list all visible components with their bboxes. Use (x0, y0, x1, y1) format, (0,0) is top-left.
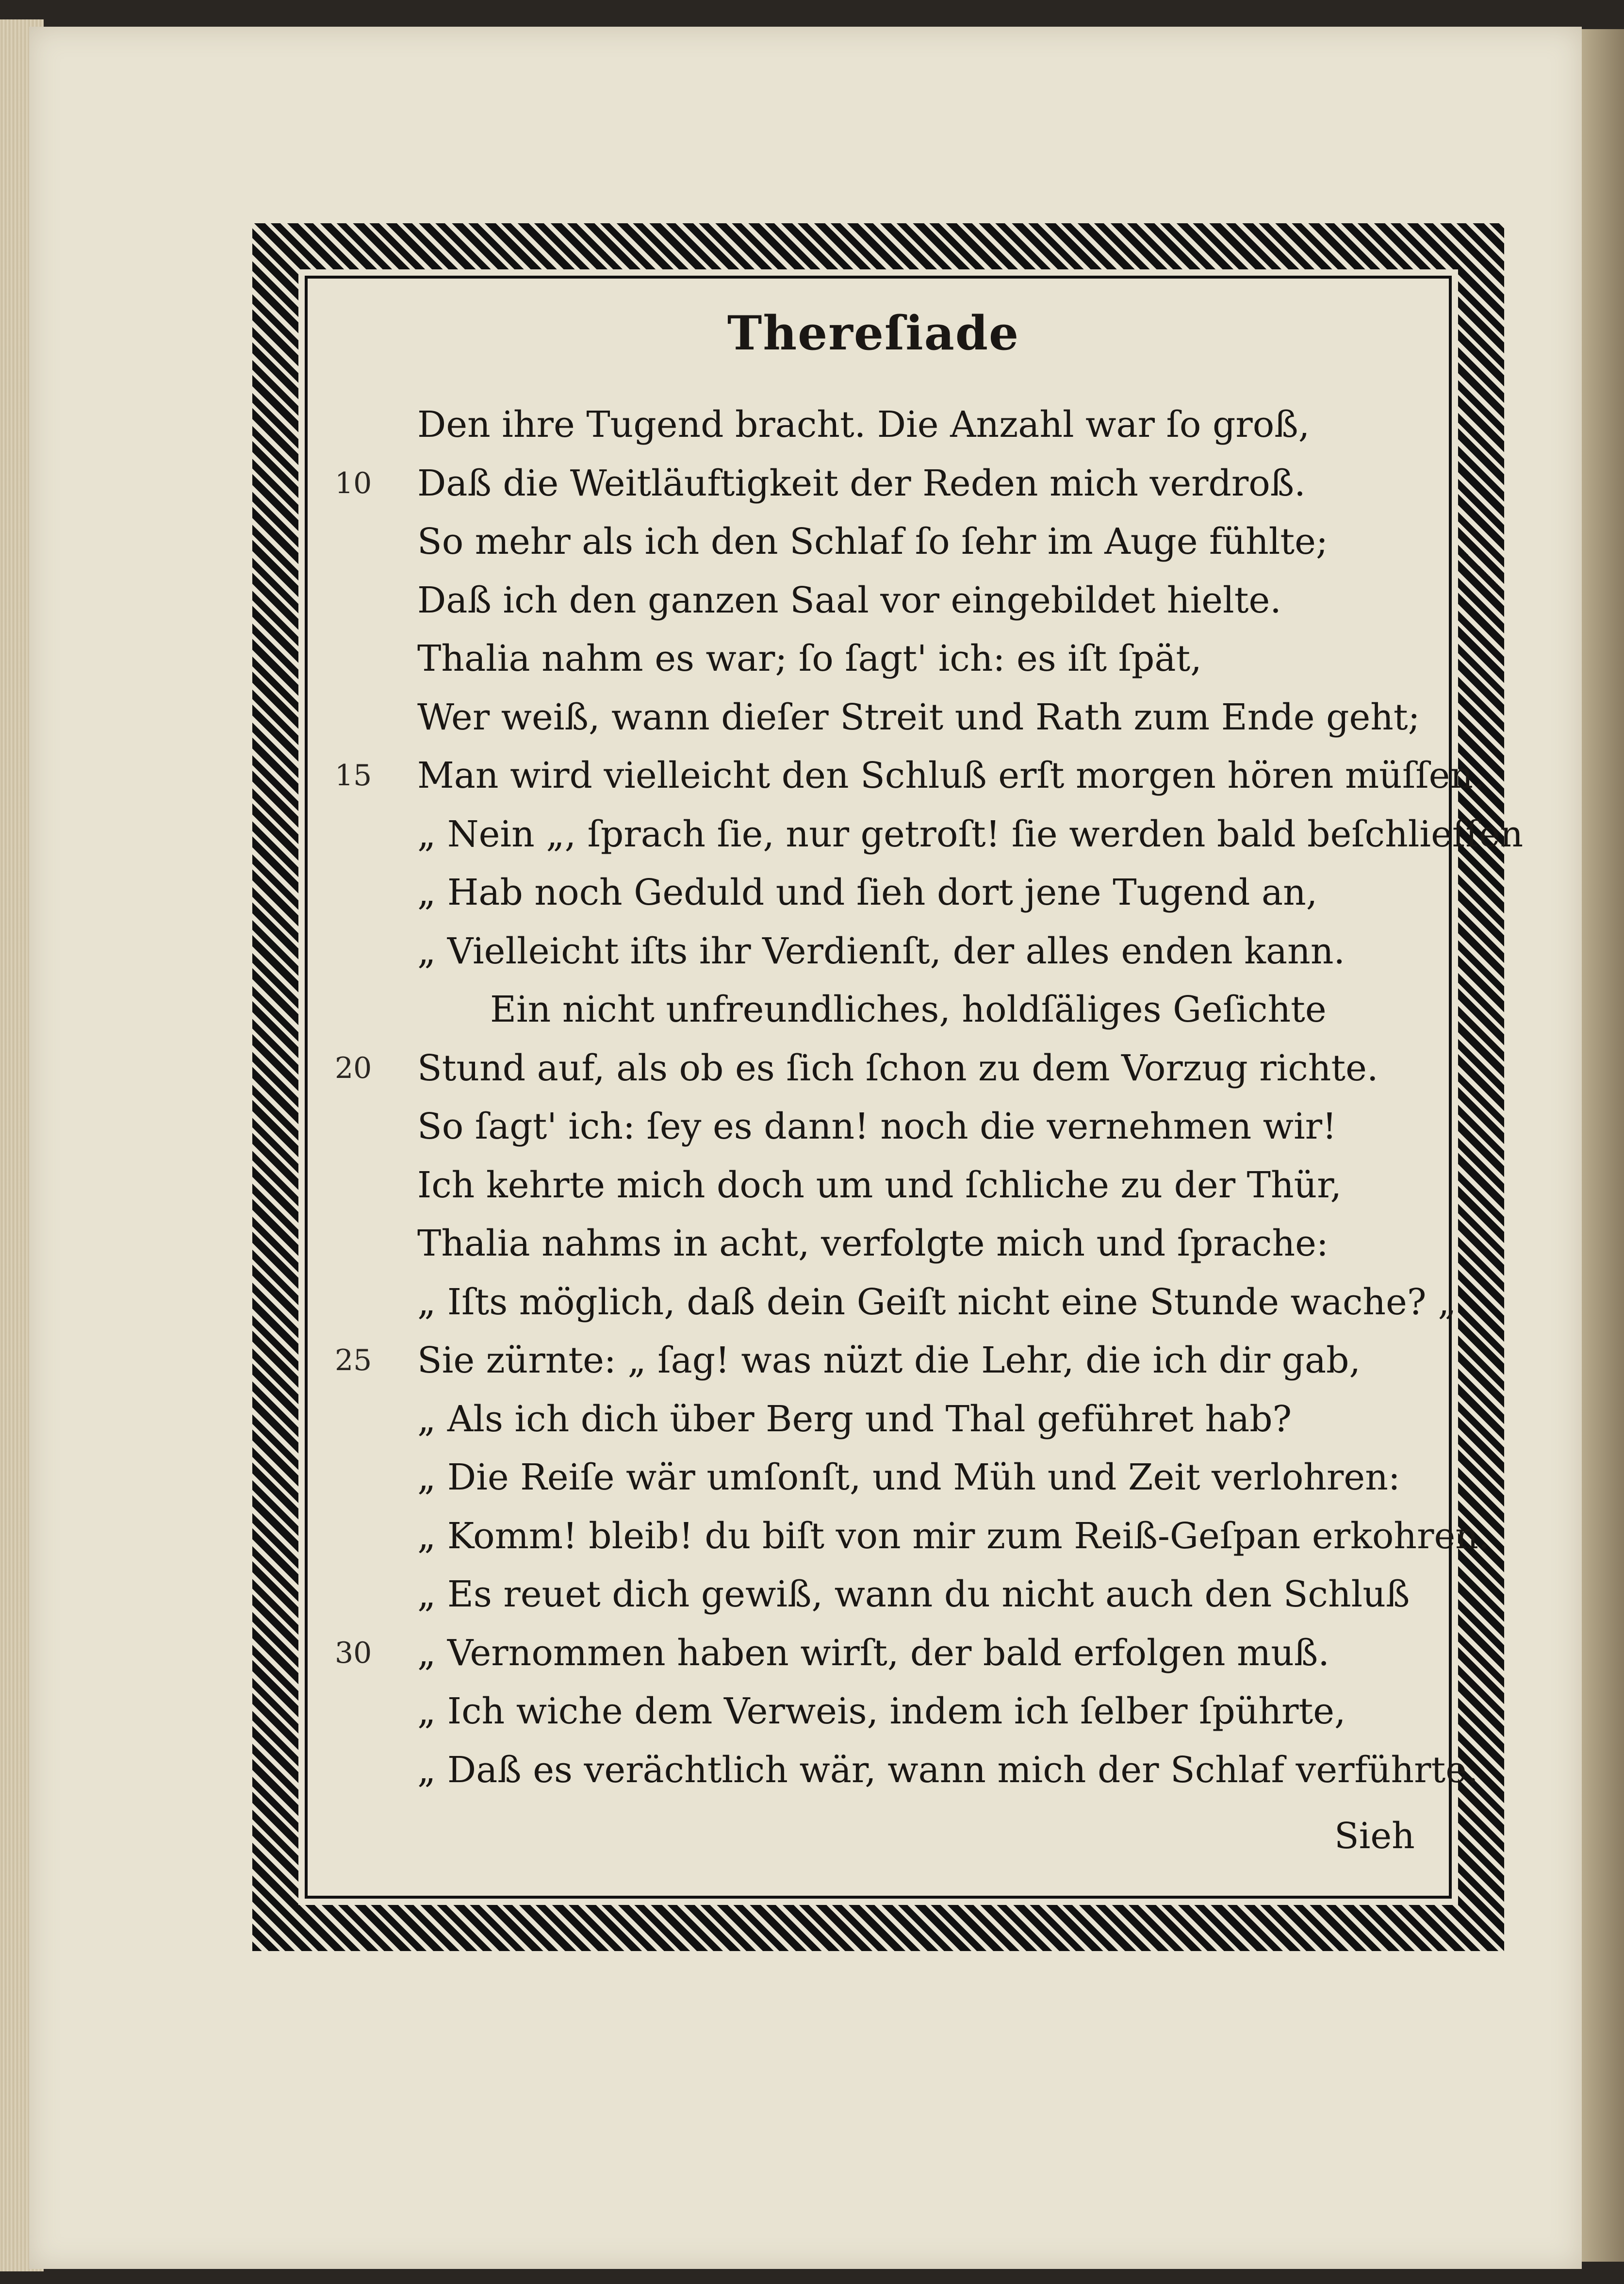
verse-text: Sie zürnte: „ ſag! was nüzt die Lehr, die ich dir gab, (417, 1340, 1361, 1381)
verse-line (335, 922, 1431, 981)
verse-text: „ Es reuet dich gewiß, wann du nicht auch den Schluß (417, 1573, 1410, 1615)
line-number: 20 (335, 1051, 372, 1085)
verse-text: „ Ich wiche dem Verweis, indem ich ſelber ſpührte, (417, 1690, 1346, 1732)
poem-text (335, 396, 1524, 1799)
verse-text: „ Iſts möglich, daß dein Geiſt nicht eine Stunde wache? „ (417, 1281, 1457, 1323)
verse-line (335, 805, 1524, 864)
verse-line (335, 1390, 1431, 1449)
verse-line (335, 396, 1431, 454)
verse-line (335, 1097, 1431, 1156)
verse-line (335, 1039, 1431, 1098)
verse-text: „ Nein „, ſprach ſie, nur getroſt! ſie werden bald beſchlieſſen (417, 813, 1524, 855)
verse-text: So ſagt' ich: ſey es dann! noch die vernehmen wir! (417, 1106, 1337, 1147)
verse-text: „ Die Reiſe wär umſonſt, und Müh und Zeit verlohren: (417, 1456, 1400, 1498)
verse-line (335, 629, 1431, 688)
verse-line (335, 513, 1431, 571)
verse-text: Thalia nahms in acht, verfolgte mich und ſprache: (417, 1223, 1329, 1264)
verse-line (335, 863, 1431, 922)
verse-line (335, 571, 1431, 630)
catchword: Sieh (1334, 1815, 1415, 1857)
verse-line (335, 454, 1431, 513)
verse-text: „ Vernommen haben wirſt, der bald erfolgen muß. (417, 1632, 1329, 1674)
verse-line (335, 1507, 1490, 1566)
verse-text: Ich kehrte mich doch um und ſchliche zu der Thür, (417, 1164, 1342, 1206)
verse-line (335, 746, 1485, 805)
verse-text: „ Vielleicht iſts ihr Verdienſt, der alles enden kann. (417, 930, 1345, 972)
verse-line (335, 1331, 1431, 1390)
verse-line (335, 1273, 1457, 1332)
verse-text: So mehr als ich den Schlaf ſo ſehr im Auge fühlte; (417, 521, 1328, 563)
facing-page-edge (1582, 29, 1624, 2262)
verse-text: Man wird vielleicht den Schluß erſt morgen hören müſſen. (417, 755, 1485, 796)
verse-text: „ Hab noch Geduld und ſieh dort jene Tugend an, (417, 872, 1318, 913)
verse-text: „ Komm! bleib! du biſt von mir zum Reiß-Geſpan erkohren. (417, 1515, 1490, 1557)
verse-text: Wer weiß, wann dieſer Streit und Rath zum Ende geht; (417, 696, 1420, 738)
verse-text: Daß die Weitläuftigkeit der Reden mich verdroß. (417, 462, 1306, 504)
line-number: 15 (335, 759, 372, 793)
verse-text: Stund auf, als ob es ſich ſchon zu dem Vorzug richte. (417, 1047, 1378, 1089)
running-title: Thereſiade (727, 306, 1020, 361)
verse-line (335, 1624, 1431, 1683)
verse-line (335, 980, 1431, 1039)
verse-text: „ Als ich dich über Berg und Thal geführet hab? (417, 1398, 1292, 1440)
verse-text: „ Daß es verächtlich wär, wann mich der Schlaf verführte. (417, 1749, 1478, 1791)
verse-text: Daß ich den ganzen Saal vor eingebildet hielte. (417, 579, 1281, 621)
verse-text: Thalia nahm es war; ſo ſagt' ich: es iſt ſpät, (417, 638, 1202, 679)
verse-line (335, 1741, 1478, 1800)
line-number: 30 (335, 1636, 372, 1670)
verse-text: Den ihre Tugend bracht. Die Anzahl war ſo groß, (417, 404, 1310, 446)
verse-line (335, 1214, 1431, 1273)
line-number: 25 (335, 1343, 372, 1377)
verse-line (335, 688, 1431, 747)
verse-text: Ein nicht unfreundliches, holdſäliges Geſichte (490, 989, 1327, 1030)
line-number: 10 (335, 466, 372, 500)
verse-line (335, 1156, 1431, 1215)
verse-line (335, 1448, 1431, 1507)
verse-line (335, 1565, 1431, 1624)
verse-line (335, 1682, 1431, 1741)
